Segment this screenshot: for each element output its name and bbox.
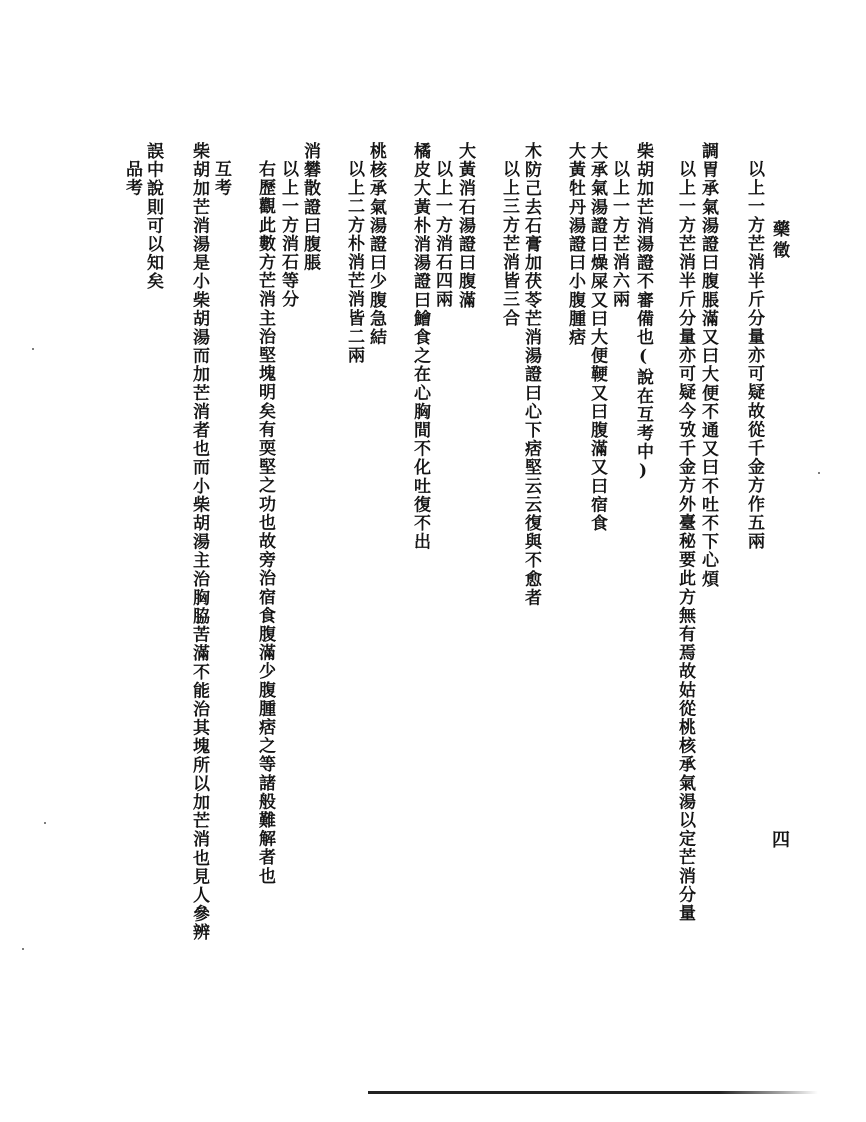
text-column: 品考 <box>122 160 142 198</box>
text-column: 桃核承氣湯證曰少腹急結 <box>366 142 386 347</box>
text-column: 調胃承氣湯證曰腹脹滿又曰大便不通又曰不吐不下心煩 <box>698 142 718 589</box>
text-column: 以上三方芒消皆三合 <box>499 160 519 328</box>
text-column: 大黃牡丹湯證曰小腹腫痞 <box>565 142 585 347</box>
text-column: 右歷觀此數方芒消主治堅塊明矣有耎堅之功也故旁治宿食腹滿少腹腫痞之等諸般難解者也 <box>255 160 275 886</box>
text-column: 橘皮大黃朴消湯證曰鱠食之在心胸間不化吐復不出 <box>410 142 430 552</box>
scan-speck <box>22 948 24 950</box>
page-number: 四 <box>769 830 790 850</box>
scan-speck <box>32 348 34 350</box>
text-column: 以上二方朴消芒消皆二兩 <box>344 160 364 365</box>
bottom-rule <box>368 1091 818 1094</box>
text-column: 誤中說則可以知矣 <box>143 142 163 291</box>
text-column: 消礬散證曰腹脹 <box>300 142 320 273</box>
text-column: 互考 <box>211 160 231 198</box>
text-column: 木防己去石膏加茯苓芒消湯證曰心下痞堅云云復與不愈者 <box>521 142 541 607</box>
text-column: 以上一方消石等分 <box>278 160 298 309</box>
text-column: 以上一方消石四兩 <box>432 160 452 309</box>
text-column: 大黃消石湯證曰腹滿 <box>455 142 475 310</box>
scan-speck <box>818 472 820 474</box>
text-column: 大承氣湯證曰燥屎又曰大便鞕又曰腹滿又曰宿食 <box>587 142 607 533</box>
text-column: 以上一方芒消半斤分量亦可疑故從千金方作五兩 <box>744 160 764 551</box>
scan-speck <box>44 822 46 824</box>
running-header: 藥徵 <box>769 220 789 262</box>
text-column: 柴胡加芒消湯是小柴胡湯而加芒消者也而小柴胡湯主治胸脇苦滿不能治其塊所以加芒消也見人參辨 <box>189 142 209 942</box>
text-column: 以上一方芒消半斤分量亦可疑今攷千金方外臺秘要此方無有焉故姑從桃核承氣湯以定芒消分量 <box>675 160 695 923</box>
text-column: 以上一方芒消六兩 <box>609 160 629 309</box>
text-column: 柴胡加芒消湯證不審備也(說在互考中) <box>633 142 653 483</box>
